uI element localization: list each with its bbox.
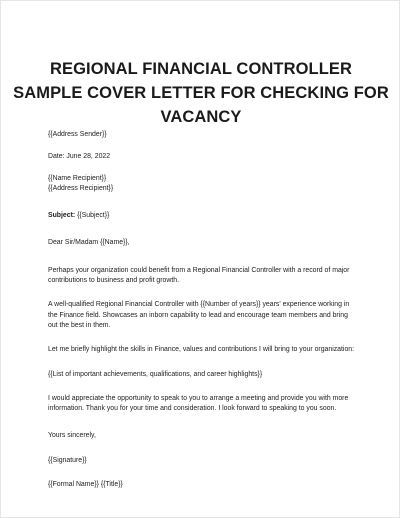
paragraph-1: Perhaps your organization could benefit from a Regional Financial Controller with a record of major contributions to business and profit growth. <box>48 266 350 285</box>
letter-body <box>48 130 358 490</box>
letter-date: Date: June 28, 2022 <box>48 152 111 160</box>
name-recipient: {{Name Recipient}} <box>48 174 107 182</box>
subject-value: {{Subject}} <box>75 212 110 220</box>
formal-name: {{Formal Name}} {{Title}} <box>48 481 123 489</box>
paragraph-5: I would appreciate the opportunity to speak to you to arrange a meeting and provide you with more information. Thank you for your time and consideration. I look forward to speaking to you soon. <box>48 394 349 413</box>
signature: {{Signature}} <box>48 456 87 464</box>
title-line-1: REGIONAL FINANCIAL CONTROLLER <box>49 60 353 78</box>
document-title <box>1 57 400 129</box>
title-line-3: VACANCY <box>160 108 242 126</box>
title-line-2: SAMPLE COVER LETTER FOR CHECKING FOR <box>13 84 389 102</box>
paragraph-3: Let me briefly highlight the skills in Finance, values and contributions I will bring to your organization: <box>48 346 355 354</box>
paragraph-4: {{List of important achievements, qualifications, and career highlights}} <box>48 370 263 378</box>
closing: Yours sincerely, <box>48 432 96 440</box>
paragraph-2: A well-qualified Regional Financial Controller with {{Number of years}} years' experience working in the Finance field. Showcases an inborn capability to lead and encourage team members and bring out the best in them. <box>48 301 350 329</box>
subject-line <box>48 211 358 221</box>
salutation: Dear Sir/Madam {{Name}}, <box>48 239 130 247</box>
subject-label: Subject: <box>48 212 76 220</box>
address-recipient: {{Address Recipient}} <box>48 184 114 192</box>
address-sender: {{Address Sender}} <box>48 131 107 138</box>
